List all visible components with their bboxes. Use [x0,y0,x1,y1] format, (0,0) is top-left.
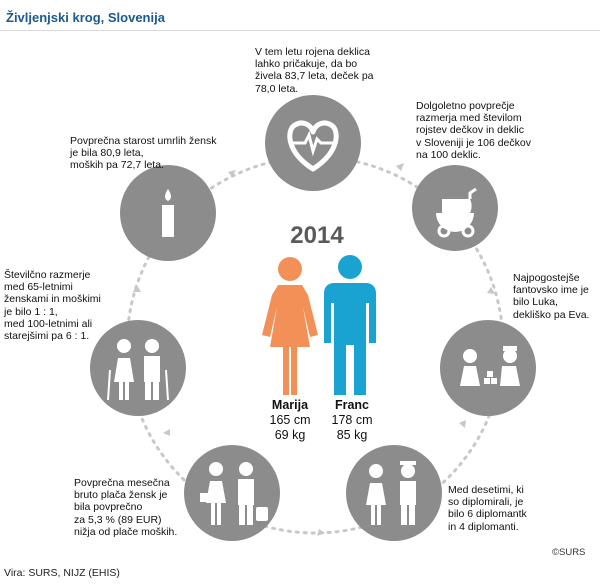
cycle-arrow-5 [163,429,170,436]
female-figure-icon [262,257,318,395]
graduates-icon [346,445,442,541]
female-height: 165 cm [269,413,311,427]
page-title: Življenjski krog, Slovenija [6,10,165,25]
cycle-arrow-4 [317,529,325,536]
copyright: ©SURS [552,547,586,558]
couple-figures [250,255,390,395]
death-age-text: Povprečna starost umrlih žensk je bila 80,9 leta, moških pa 72,7 leta. [70,135,217,172]
cycle-arrow-1 [396,163,404,171]
elderly-ratio-text: Številčno razmerje med 65-letnimi ženskami in moškimi je bilo 1 : 1, med 100-letnimi ali starejšimi pa 6 : 1. [4,269,101,343]
children-playing-icon [440,320,536,416]
source-note: Vira: SURS, NIJZ (EHIS) [4,567,120,579]
death-age-circle [120,165,216,261]
elderly-couple-icon [90,320,186,416]
graduates-text: Med desetimi, ki so diplomirali, je bilo 6 diplomantk in 4 diplomanti. [448,484,527,533]
heart-pulse-icon [265,95,361,191]
male-name: Franc [334,398,370,412]
names-circle [440,320,536,416]
baby-carriage-icon [412,165,498,251]
year-label: 2014 [290,222,344,249]
cycle-arrow-3 [459,420,466,428]
male-weight: 85 kg [336,428,368,442]
elderly-ratio-circle [90,320,186,416]
birth-ratio-circle [412,165,498,251]
cycle-arrow-6 [133,285,141,292]
names-text: Najpogostejše fantovsko ime je bilo Luka, dekliško pa Eva. [513,272,590,321]
workers-icon [184,445,280,541]
birth-ratio-text: Dolgoletno povprečje razmerja med številom rojstev dečkov in deklic v Sloveniji je 106 dečkov na 100 deklic. [416,100,531,161]
male-height: 178 cm [331,413,373,427]
salary-circle [184,445,280,541]
candle-icon [120,165,216,261]
salary-text: Povprečna mesečna bruto plača žensk je bila povprečno za 5,3 % (89 EUR) nižja od plače moških. [74,477,178,538]
life-expectancy-text: V tem letu rojena deklica lahko pričakuje, da bo živela 83,7 leta, deček pa 78,0 leta. [255,46,374,95]
male-stats [312,398,392,443]
female-weight: 69 kg [274,428,306,442]
female-name: Marija [271,398,309,412]
life-expectancy-circle [265,95,361,191]
male-figure-icon [324,255,376,395]
graduates-circle [346,445,442,541]
